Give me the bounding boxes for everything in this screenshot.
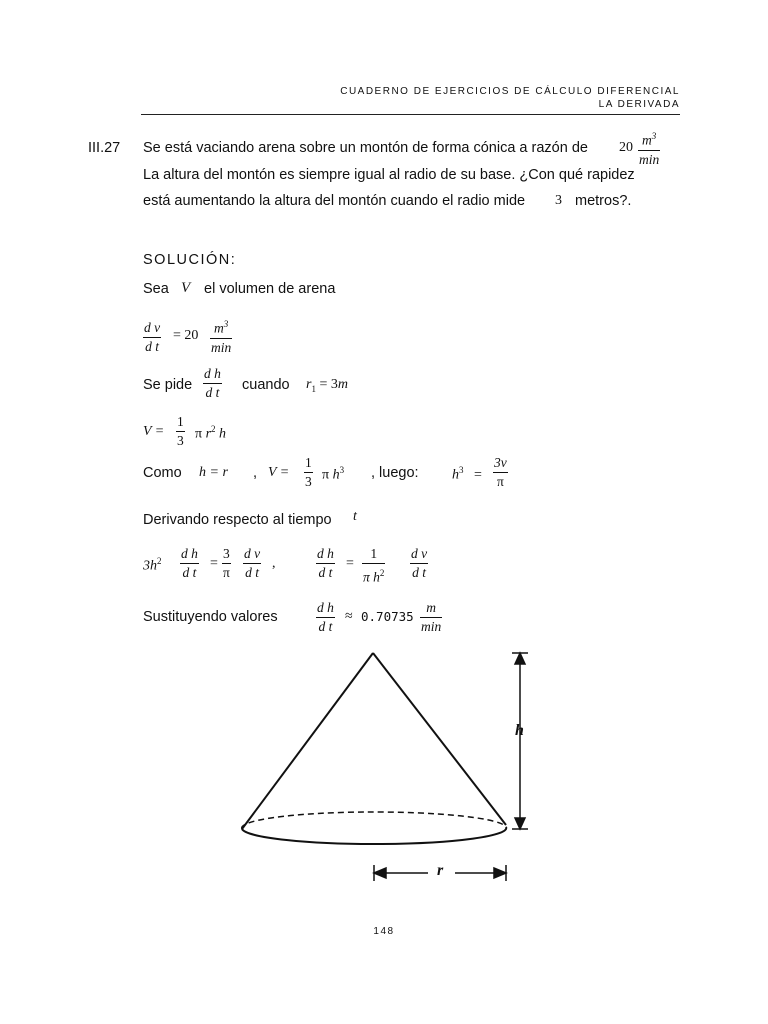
- radius-condition: $r_1 = 3m$: [306, 377, 348, 394]
- sea-text: el volumen de arena: [204, 281, 336, 297]
- deriv1-dhdt: $\frac{\text{d h}}{\text{d t}}$: [181, 546, 198, 580]
- deriv2-dvdt: $\frac{\text{d v}}{\text{d t}}$: [411, 546, 428, 580]
- result-approx: ≈: [345, 609, 353, 624]
- derivando-text: Derivando respecto al tiempo: [143, 512, 332, 528]
- problem-number: III.27: [88, 140, 121, 156]
- como-label: Como: [143, 465, 182, 481]
- deriv1-comma: ,: [272, 556, 276, 571]
- cone-shape: [242, 653, 507, 844]
- deriv2-equals: =: [346, 556, 354, 571]
- height-dimension: [512, 653, 528, 829]
- luego-label: , luego:: [371, 465, 419, 481]
- volume-variable: V: [181, 280, 191, 296]
- rate-unit-fraction: $m^3$ min: [639, 131, 660, 167]
- volume-rhs: π $r^2$ h: [195, 424, 227, 442]
- luego-lhs: $h^3$ =: [452, 465, 482, 483]
- sea-label: Sea: [143, 281, 169, 297]
- como-volume-lhs: V =: [268, 465, 290, 480]
- height-label: h: [515, 722, 524, 739]
- cone-base-front: [242, 827, 506, 844]
- result-value: 0.70735: [361, 609, 414, 624]
- como-one-third: $\frac{1}{3}$: [305, 455, 312, 489]
- como-comma: ,: [253, 465, 258, 481]
- deriv1-coef: $3h^2$: [143, 556, 162, 574]
- dvdt-unit-fraction: $m^3$ min: [211, 319, 232, 355]
- volume-lhs: V =: [143, 424, 165, 439]
- radius-label: r: [437, 862, 444, 879]
- deriv1-equals: =: [210, 556, 218, 571]
- dvdt-fraction: $\frac{\text{d v}}{\text{d t}}$: [144, 320, 161, 354]
- dvdt-equals: = 20: [173, 328, 199, 343]
- dhdt-fraction: $\frac{\text{d h}}{\text{d t}}$: [204, 366, 221, 400]
- result-unit-fraction: m min: [421, 600, 442, 634]
- cone-base-back: [242, 812, 506, 829]
- como-equality: h = r: [199, 465, 228, 480]
- running-header-title: CUADERNO DE EJERCICIOS DE CÁLCULO DIFERENCIAL: [340, 86, 680, 97]
- running-header-section: LA DERIVADA: [598, 99, 680, 110]
- page-number: 148: [373, 926, 395, 937]
- cone-left-side: [242, 653, 373, 829]
- rate-coefficient: 20: [619, 140, 633, 155]
- problem-line-3b: metros?.: [575, 193, 632, 209]
- luego-fraction: $\frac{3v}{\pi}$: [494, 455, 507, 489]
- como-volume-rhs: π $h^3$: [322, 465, 345, 483]
- deriv1-three-over-pi: $\frac{3}{\pi}$: [223, 546, 230, 580]
- solution-heading: SOLUCIÓN:: [143, 252, 237, 268]
- radius-value: 3: [555, 193, 562, 208]
- problem-line-1: Se está vaciando arena sobre un montón de forma cónica a razón de: [143, 140, 588, 156]
- result-dhdt: $\frac{\text{d h}}{\text{d t}}$: [317, 600, 334, 634]
- deriv2-dhdt: $\frac{\text{d h}}{\text{d t}}$: [317, 546, 334, 580]
- sepide-label: Se pide: [143, 377, 193, 393]
- deriv1-dvdt: $\frac{\text{d v}}{\text{d t}}$: [244, 546, 261, 580]
- time-variable: t: [353, 509, 357, 524]
- sustituyendo-text: Sustituyendo valores: [143, 609, 278, 625]
- volume-one-third: $\frac{1}{3}$: [177, 414, 184, 448]
- cone-right-side: [373, 653, 506, 825]
- deriv2-one-over-pi-h2: $\frac{1}{\pi h^2}$: [363, 546, 385, 585]
- cuando-label: cuando: [242, 377, 290, 393]
- problem-line-2: La altura del montón es siempre igual al radio de su base. ¿Con qué rapidez: [143, 167, 635, 183]
- problem-line-3a: está aumentando la altura del montón cuando el radio mide: [143, 193, 526, 209]
